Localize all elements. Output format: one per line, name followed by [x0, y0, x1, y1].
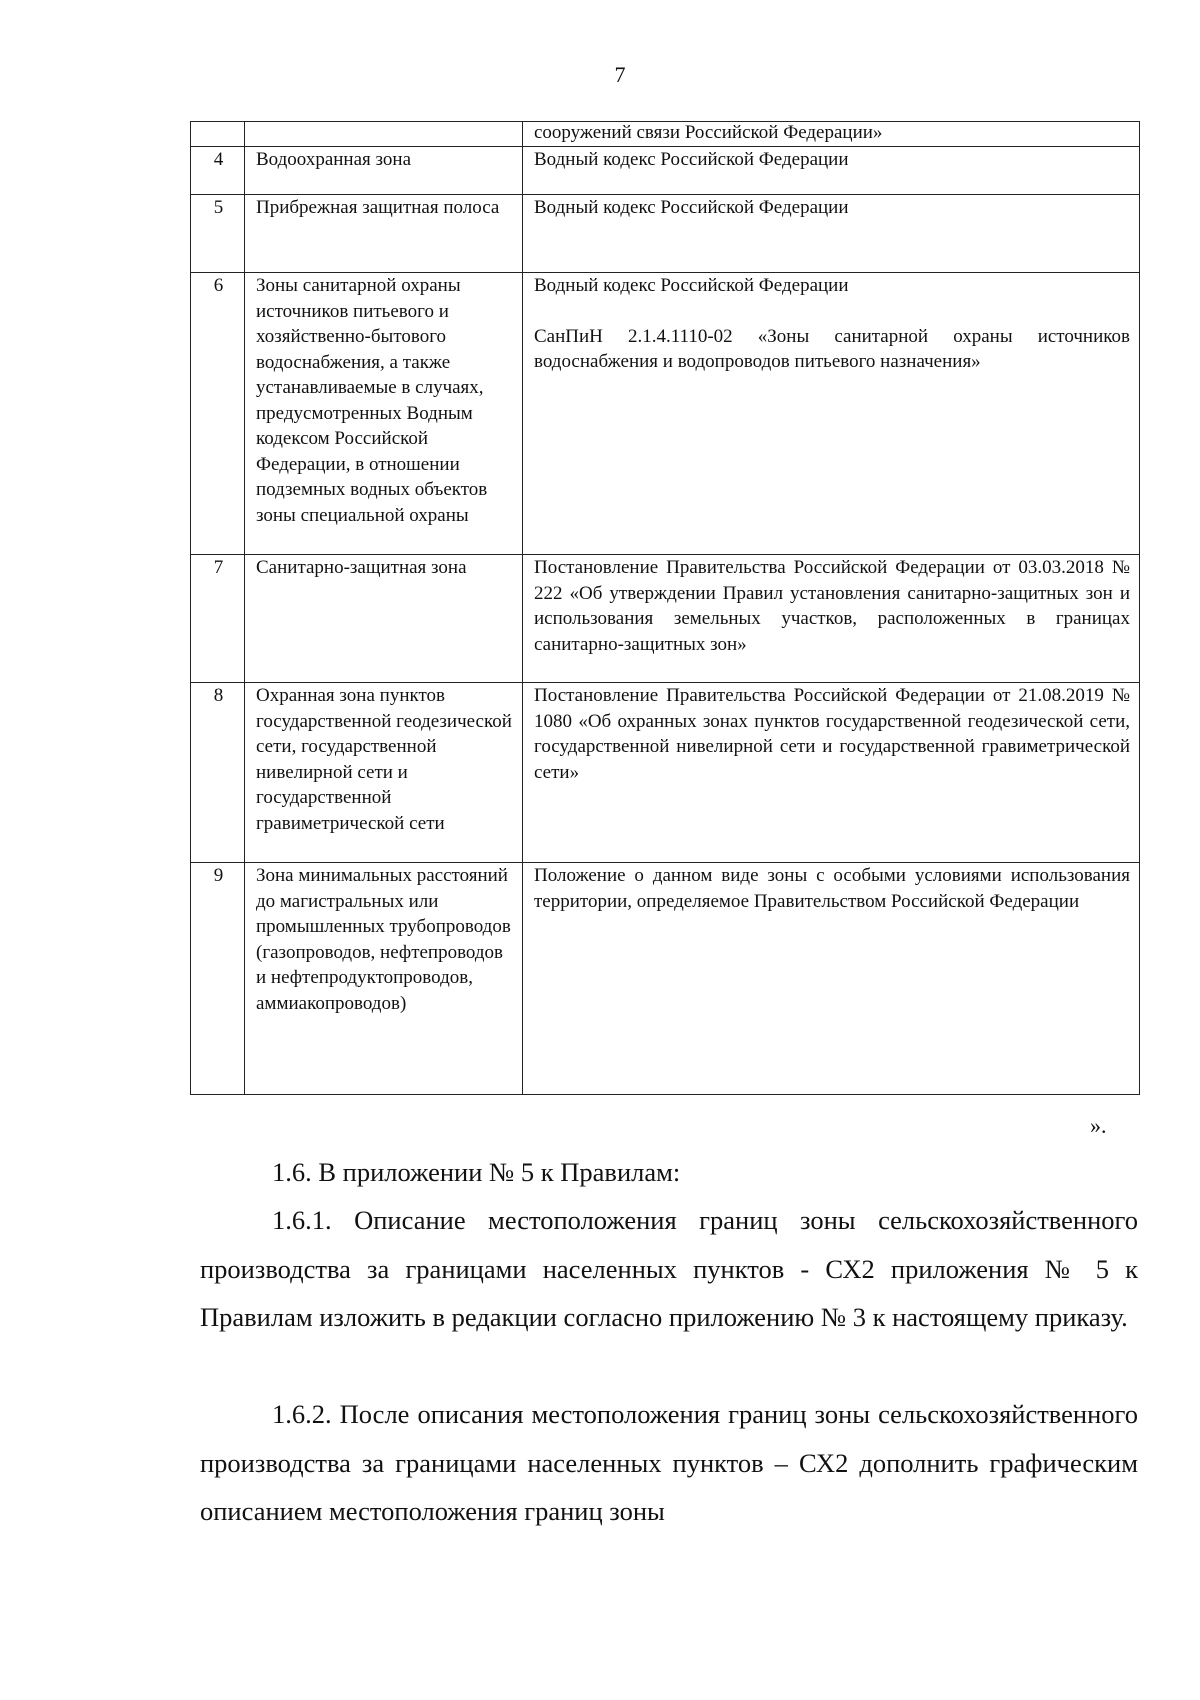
paragraph-1-6: 1.6. В приложении № 5 к Правилам: [272, 1157, 681, 1187]
source-text: СанПиН 2.1.4.1110-02 «Зоны санитарной охраны источников водоснабжения и водопроводов питьевого назначения» [534, 325, 1130, 372]
source-cell [523, 555, 1140, 683]
source-cell [523, 273, 1140, 555]
zone-name-cell: Зоны санитарной охраны источников питьевого и хозяйственно-бытового водоснабжения, а также устанавливаемые в случаях, предусмотренных Водным кодексом Российской Федерации, в отношении подземных водных объектов зоны специальной охраны [245, 273, 523, 555]
paragraph-1-6-2: 1.6.2. После описания местоположения границ зоны сельскохозяйственного производства за границами населенных пунктов – СХ2 дополнить графическим описанием местоположения границ зоны [200, 1399, 1138, 1526]
zones-table [190, 121, 1140, 1095]
source-cell [523, 863, 1140, 1095]
row-number-cell: 9 [191, 863, 245, 1095]
zone-name-cell: Прибрежная защитная полоса [245, 195, 523, 273]
table-row [191, 863, 1140, 1095]
source-text: Водный кодекс Российской Федерации [534, 149, 849, 170]
table-row [191, 683, 1140, 863]
zone-name-cell: Санитарно-защитная зона [245, 555, 523, 683]
table-row [191, 147, 1140, 195]
table-row [191, 555, 1140, 683]
row-number-cell [191, 122, 245, 147]
page-number: 7 [614, 62, 626, 87]
paragraph-1-6-1: 1.6.1. Описание местоположения границ зоны сельскохозяйственного производства за границами населенных пунктов - СХ2 приложения № 5 к Правилам изложить в редакции согласно приложению № 3 к настоящему приказу. [200, 1205, 1138, 1332]
table-row [191, 273, 1140, 555]
source-cell: сооружений связи Российской Федерации» [523, 122, 1140, 147]
row-number-cell: 8 [191, 683, 245, 863]
zone-name-cell: Водоохранная зона [245, 147, 523, 195]
row-number-cell: 4 [191, 147, 245, 195]
source-text: Постановление Правительства Российской Федерации от 03.03.2018 № 222 «Об утверждении Правил установления санитарно-защитных зон и использования земельных участков, расположенных в границах санитарно-защитных зон» [534, 557, 1130, 655]
source-cell [523, 147, 1140, 195]
source-text: Постановление Правительства Российской Федерации от 21.08.2019 № 1080 «Об охранных зонах пунктов государственной геодезической сети, государственной нивелирной сети и государственной гравиметрической сети» [534, 685, 1130, 783]
table-row-continuation [191, 122, 1140, 147]
table-row [191, 195, 1140, 273]
row-number-cell: 5 [191, 195, 245, 273]
closing-quote: ». [1090, 1113, 1107, 1138]
zone-name-cell [245, 122, 523, 147]
zone-name-cell: Охранная зона пунктов государственной геодезической сети, государственной нивелирной сети и государственной гравиметрической сети [245, 683, 523, 863]
source-cell [523, 195, 1140, 273]
source-text: Водный кодекс Российской Федерации [534, 197, 849, 218]
source-text: Положение о данном виде зоны с особыми условиями использования территории, определяемое Правительством Российской Федерации [534, 865, 1130, 912]
source-text: Водный кодекс Российской Федерации [534, 275, 849, 296]
source-cell [523, 683, 1140, 863]
row-number-cell: 6 [191, 273, 245, 555]
zone-name-cell: Зона минимальных расстояний до магистральных или промышленных трубопроводов (газопроводов, нефтепроводов и нефтепродуктопроводов, аммиакопроводов) [245, 863, 523, 1095]
row-number-cell: 7 [191, 555, 245, 683]
